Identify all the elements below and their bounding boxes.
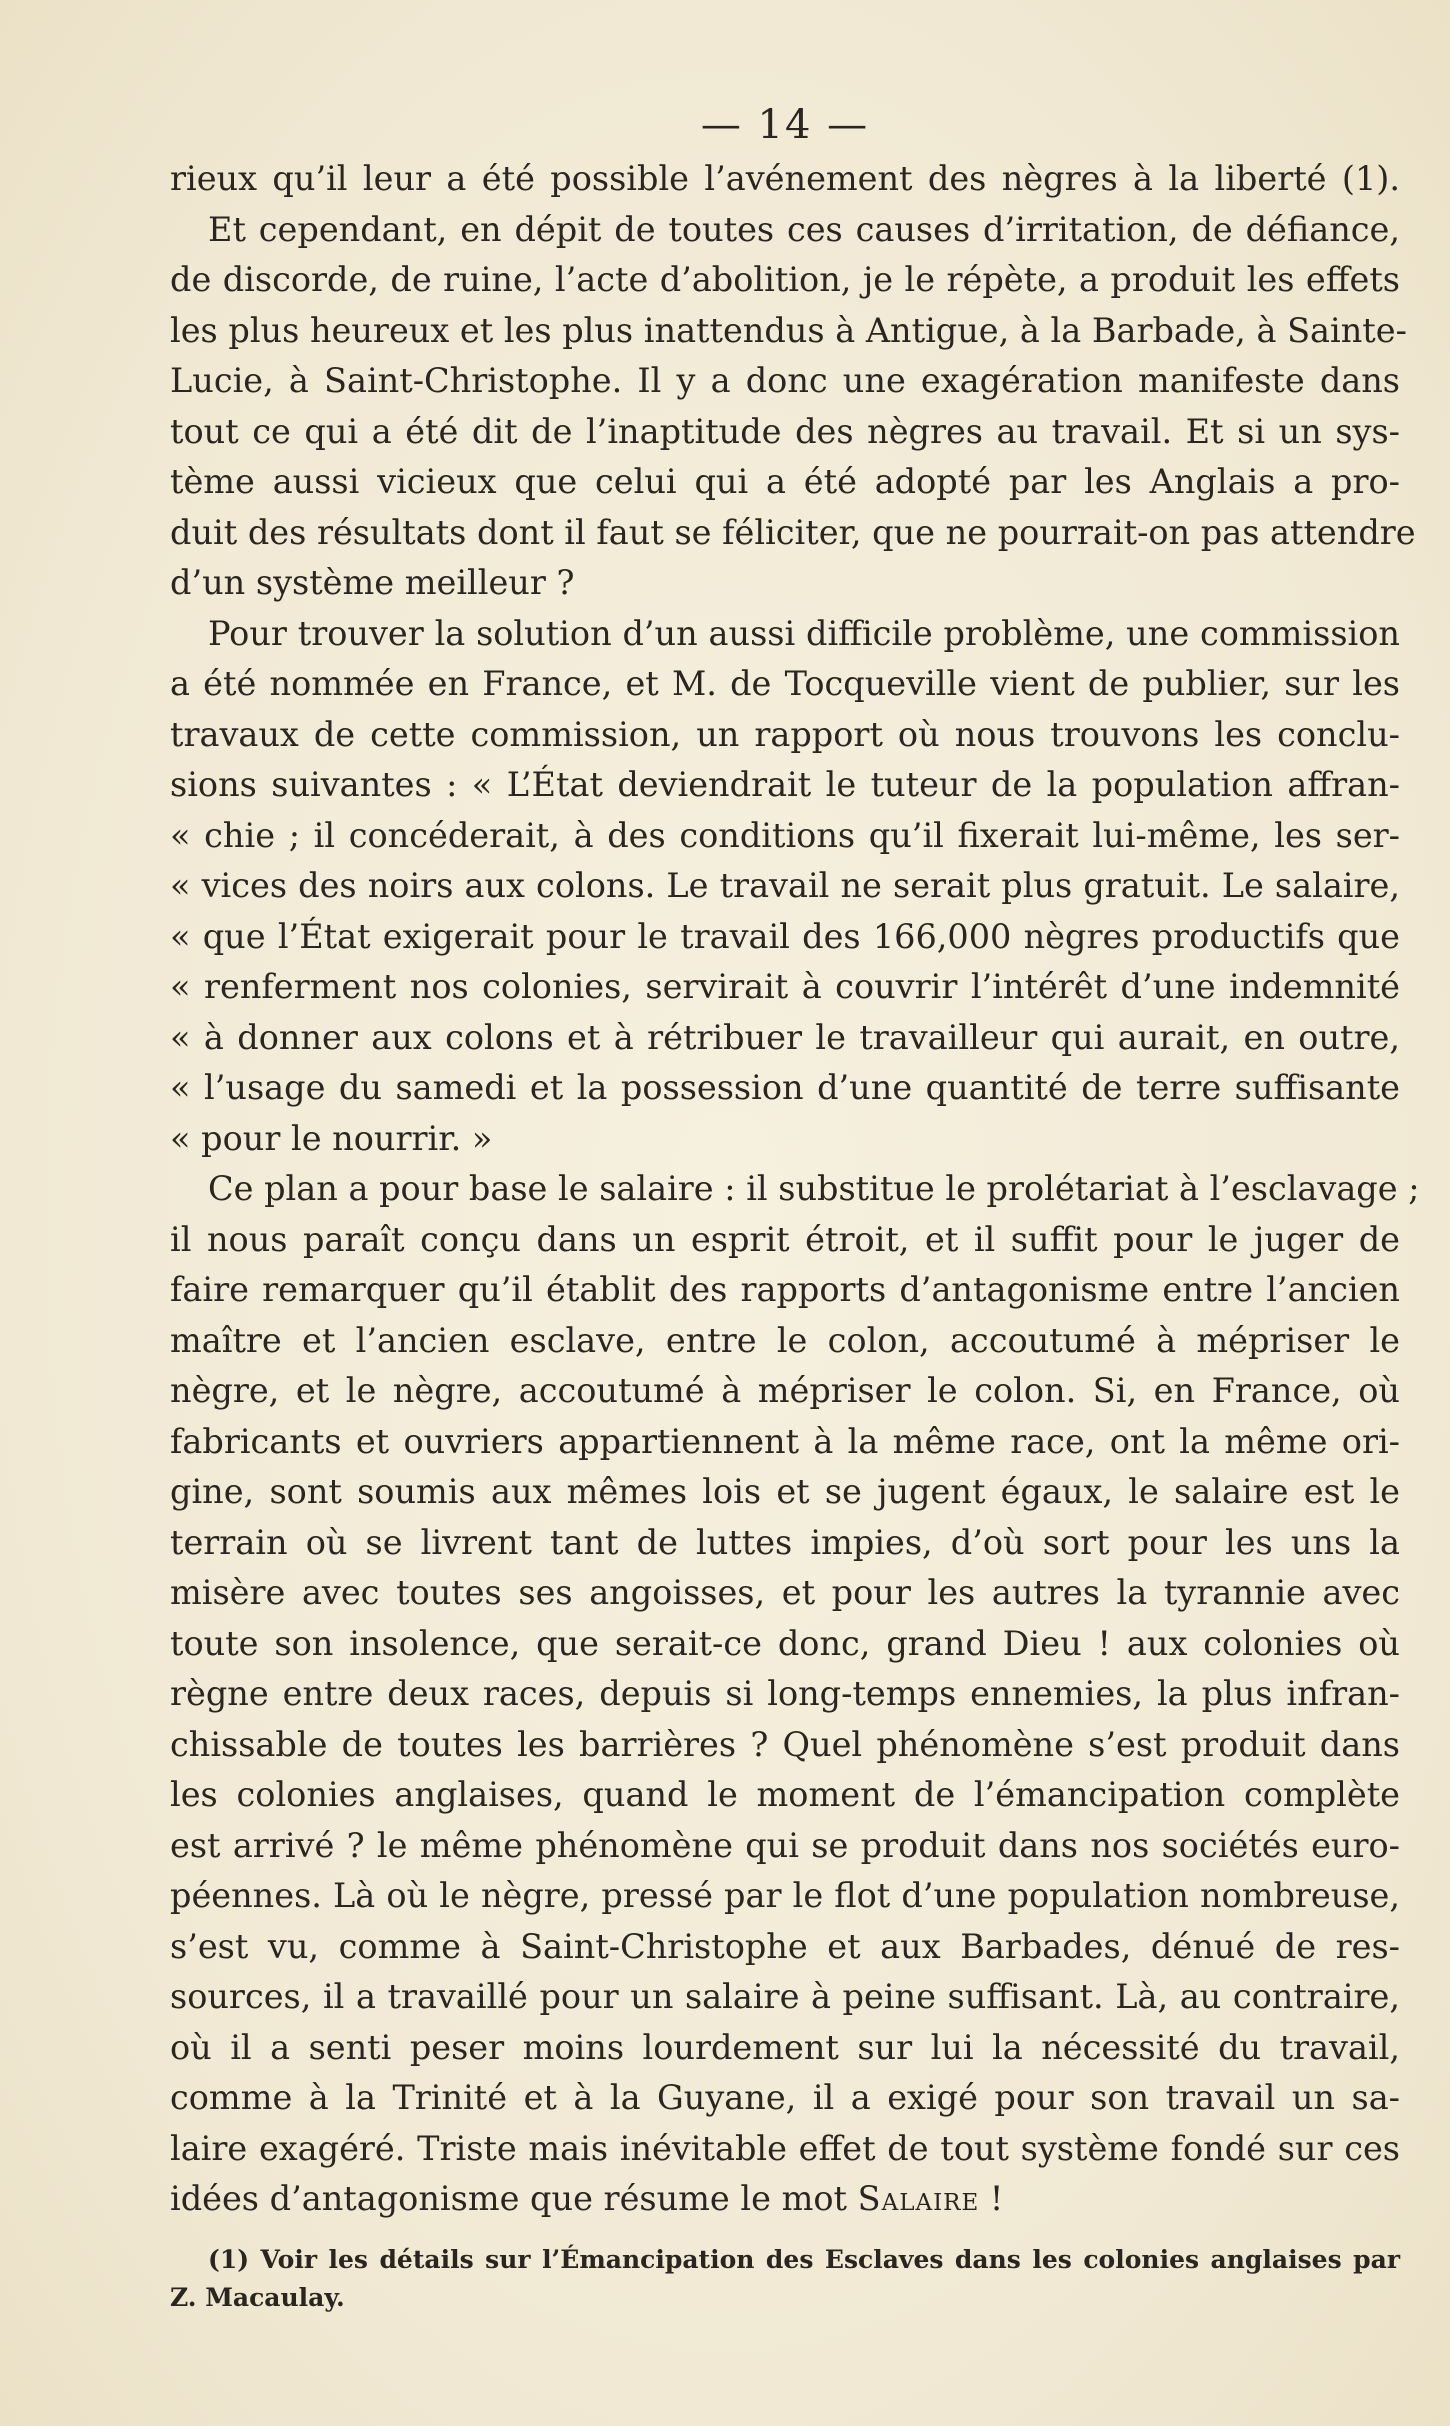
final-line-text: idées d’antagonisme que résume le mot (170, 2179, 858, 2218)
text-line: sources, il a travaillé pour un salaire à peine suffisant. Là, au contraire, (170, 1977, 1400, 2016)
salaire-word: Salaire (857, 2179, 980, 2218)
text-line: toute son insolence, que serait-ce donc, grand Dieu ! aux colonies où (170, 1623, 1400, 1663)
text-line: « vices des noirs aux colons. Le travail ne serait plus gratuit. Le salaire, (170, 866, 1400, 905)
footnote-line: (1) Voir les détails sur l’Émancipation des Esclaves dans les colonies anglaises par (208, 2244, 1400, 2274)
text-line: s’est vu, comme à Saint-Christophe et aux Barbades, dénué de res- (170, 1926, 1400, 1966)
text-line: faire remarquer qu’il établit des rapports d’antagonisme entre l’ancien (170, 1270, 1400, 1309)
footnote (170, 2241, 1400, 2317)
text-line: gine, sont soumis aux mêmes lois et se jugent égaux, le salaire est le (170, 1472, 1400, 1511)
text-line: comme à la Trinité et à la Guyane, il a exigé pour son travail un sa- (170, 2078, 1400, 2117)
text-line: Ce plan a pour base le salaire : il substitue le prolétariat à l’esclavage ; (208, 1169, 1420, 1208)
text-line: fabricants et ouvriers appartiennent à la même race, ont la même ori- (170, 1421, 1400, 1461)
text-line: où il a senti peser moins lourdement sur lui la nécessité du travail, (170, 2027, 1400, 2067)
text-line: a été nommée en France, et M. de Tocqueville vient de publier, sur les (170, 664, 1400, 703)
text-line: de discorde, de ruine, l’acte d’abolition, je le répète, a produit les effets (170, 260, 1400, 299)
text-line: nègre, et le nègre, accoutumé à mépriser le colon. Si, en France, où (170, 1371, 1400, 1410)
text-line: est arrivé ? le même phénomène qui se produit dans nos sociétés euro- (170, 1825, 1400, 1865)
text-line: laire exagéré. Triste mais inévitable effet de tout système fondé sur ces (170, 2128, 1400, 2168)
text-line: les plus heureux et les plus inattendus à Antigue, à la Barbade, à Sainte- (170, 310, 1407, 350)
text-line: il nous paraît conçu dans un esprit étroit, et il suffit pour le juger de (170, 1219, 1400, 1259)
text-line: terrain où se livrent tant de luttes impies, d’où sort pour les uns la (170, 1522, 1400, 1562)
text-line: d’un système meilleur ? (170, 563, 575, 602)
page-text (170, 100, 1420, 2317)
text-line: péennes. Là où le nègre, pressé par le flot d’une population nombreuse, (170, 1876, 1400, 1915)
text-line: « chie ; il concéderait, à des conditions qu’il fixerait lui-même, les ser- (170, 815, 1400, 855)
text-line: sions suivantes : « L’État deviendrait le tuteur de la population affran- (170, 765, 1400, 804)
text-line: les colonies anglaises, quand le moment de l’émancipation complète (170, 1775, 1400, 1814)
text-line: rieux qu’il leur a été possible l’avénement des nègres à la liberté (1). (170, 159, 1400, 198)
text-line: « pour le nourrir. » (170, 1118, 493, 1158)
text-line: « renferment nos colonies, servirait à couvrir l’intérêt d’une indemnité (170, 967, 1400, 1006)
text-line: maître et l’ancien esclave, entre le colon, accoutumé à mépriser le (170, 1320, 1400, 1360)
text-line: tème aussi vicieux que celui qui a été adopté par les Anglais a pro- (170, 462, 1400, 501)
text-line: « à donner aux colons et à rétribuer le travailleur qui aurait, en outre, (170, 1017, 1400, 1057)
body-text (170, 154, 1420, 2225)
text-line: duit des résultats dont il faut se féliciter, que ne pourrait-on pas attendre (170, 512, 1416, 552)
text-line: chissable de toutes les barrières ? Quel phénomène s’est produit dans (170, 1724, 1400, 1764)
text-line: Et cependant, en dépit de toutes ces causes d’irritation, de défiance, (208, 209, 1400, 249)
text-line: misère avec toutes ses angoisses, et pour les autres la tyrannie avec (170, 1573, 1400, 1612)
text-line: Pour trouver la solution d’un aussi difficile problème, une commission (208, 613, 1400, 653)
footnote-line: Z. Macaulay. (170, 2282, 345, 2312)
final-line-punct: ! (979, 2179, 1004, 2218)
page-number: — 14 — (700, 102, 870, 148)
text-line: travaux de cette commission, un rapport où nous trouvons les conclu- (170, 714, 1400, 754)
text-line: règne entre deux races, depuis si long-temps ennemies, la plus infran- (170, 1674, 1400, 1713)
text-line: « que l’État exigerait pour le travail des 166,000 nègres productifs que (170, 916, 1400, 956)
text-line-final (170, 2174, 1400, 2225)
text-line: tout ce qui a été dit de l’inaptitude des nègres au travail. Et si un sys- (170, 411, 1400, 451)
text-line: « l’usage du samedi et la possession d’une quantité de terre suffisante (170, 1068, 1400, 1107)
text-line: Lucie, à Saint-Christophe. Il y a donc une exagération manifeste dans (170, 361, 1400, 400)
